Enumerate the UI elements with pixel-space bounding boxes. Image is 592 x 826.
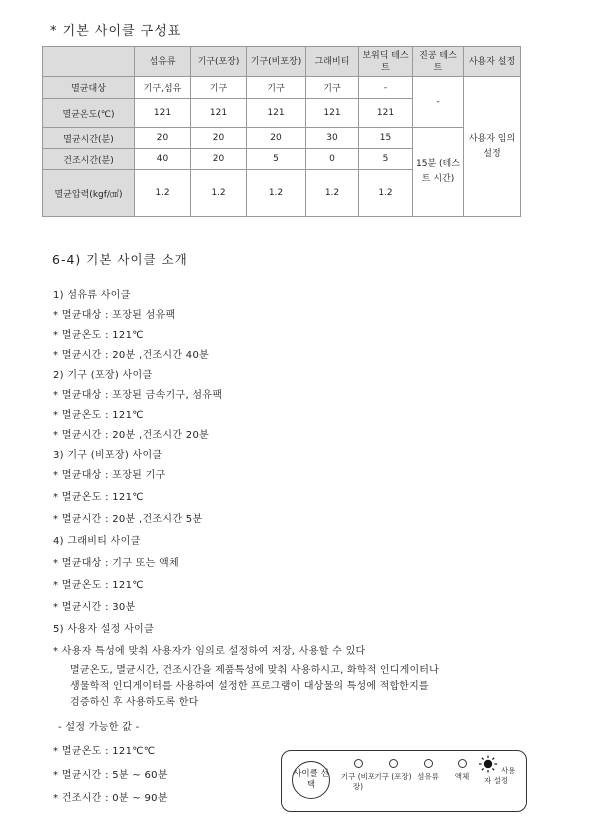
table-cell: 20 bbox=[191, 128, 247, 149]
indicator-label: 액체 bbox=[454, 772, 470, 781]
row-label: 멸균대상 bbox=[43, 77, 135, 99]
settable-line: * 멸균온도 : 121℃℃ bbox=[53, 746, 156, 757]
table-heading: * 기본 사이클 구성표 bbox=[50, 24, 182, 39]
indicator-label: 섬유류 bbox=[417, 772, 439, 781]
text-line: * 멸균온도 : 121℃ bbox=[53, 330, 144, 341]
text-line: * 사용자 특성에 맞춰 사용자가 임의로 설정하여 저장, 사용할 수 있다 bbox=[53, 646, 366, 657]
table-cell: 1.2 bbox=[191, 170, 247, 217]
table-cell: 기구 bbox=[191, 77, 247, 99]
table-cell: 기구,섬유 bbox=[135, 77, 191, 99]
header-cell: 보위딕 테스트 bbox=[359, 47, 413, 77]
indicator-label: 사용자 설정 bbox=[483, 766, 516, 785]
header-cell: 사용자 설정 bbox=[464, 47, 521, 77]
table-cell: 121 bbox=[191, 99, 247, 128]
control-panel bbox=[281, 750, 527, 812]
table-cell: 기구 bbox=[306, 77, 359, 99]
indicator-label: 기구 (포장) bbox=[374, 772, 412, 781]
section-heading: 6-4) 기본 사이클 소개 bbox=[52, 252, 188, 267]
paragraph-line: 멸균온도, 멸균시간, 건조시간을 제품특성에 맞춰 사용하시고, 화학적 인디게이터나 bbox=[70, 665, 440, 676]
vacuum-test-top: - bbox=[413, 77, 464, 128]
text-line: 1) 섬유류 사이클 bbox=[53, 290, 131, 301]
table-header-row bbox=[43, 47, 521, 77]
header-cell: 그래비티 bbox=[306, 47, 359, 77]
table-cell: 기구 bbox=[247, 77, 306, 99]
text-line: * 멸균시간 : 30분 bbox=[53, 602, 136, 613]
indicator-led-icon bbox=[354, 759, 363, 768]
table-cell: 121 bbox=[247, 99, 306, 128]
table-cell: 30 bbox=[306, 128, 359, 149]
indicator-lit-led-icon bbox=[477, 755, 499, 773]
user-setting-cell: 사용자 임의 설정 bbox=[464, 77, 521, 217]
user-setting-paragraph bbox=[70, 663, 540, 711]
row-label: 멸균압력(kgf/㎠) bbox=[43, 170, 135, 217]
indicator-user bbox=[474, 759, 518, 786]
settable-title: - 설정 가능한 값 - bbox=[58, 722, 140, 733]
table-cell: 121 bbox=[135, 99, 191, 128]
cycle-table bbox=[42, 46, 521, 217]
header-cell: 섬유류 bbox=[135, 47, 191, 77]
table-cell: 1.2 bbox=[135, 170, 191, 217]
table-cell: 5 bbox=[359, 149, 413, 170]
table-cell: 20 bbox=[191, 149, 247, 170]
text-line: * 멸균온도 : 121℃ bbox=[53, 410, 144, 421]
text-line: 5) 사용자 설정 사이클 bbox=[53, 624, 154, 635]
text-line: * 멸균시간 : 20분 ,건조시간 40분 bbox=[53, 350, 210, 361]
row-label: 멸균시간(분) bbox=[43, 128, 135, 149]
table-cell: 121 bbox=[359, 99, 413, 128]
paragraph-line: 생물학적 인디게이터를 사용하여 설정한 프로그램이 대상물의 특성에 적합한지를 bbox=[70, 681, 429, 692]
table-cell: - bbox=[359, 77, 413, 99]
indicator-label: 기구 (비포장) bbox=[340, 772, 376, 791]
cycle-select-button[interactable]: 사이클 선택 bbox=[292, 761, 330, 799]
header-cell bbox=[43, 47, 135, 77]
text-line: 2) 기구 (포장) 사이클 bbox=[53, 370, 153, 381]
text-line: * 멸균대상 : 기구 또는 액체 bbox=[53, 558, 179, 569]
table-cell: 1.2 bbox=[359, 170, 413, 217]
paragraph-line: 검증하신 후 사용하도록 한다 bbox=[70, 697, 199, 708]
text-line: 3) 기구 (비포장) 사이클 bbox=[53, 450, 163, 461]
text-line: * 멸균대상 : 포장된 기구 bbox=[53, 470, 166, 481]
row-label: 건조시간(분) bbox=[43, 149, 135, 170]
table-cell: 0 bbox=[306, 149, 359, 170]
table-cell: 40 bbox=[135, 149, 191, 170]
vacuum-test-bottom: 15분 (테스트 시간) bbox=[413, 128, 464, 217]
header-cell: 진공 테스트 bbox=[413, 47, 464, 77]
row-label: 멸균온도(℃) bbox=[43, 99, 135, 128]
table-cell: 15 bbox=[359, 128, 413, 149]
text-line: 4) 그래비티 사이클 bbox=[53, 536, 141, 547]
table-cell: 121 bbox=[306, 99, 359, 128]
text-line: * 멸균온도 : 121℃ bbox=[53, 492, 144, 503]
table-row bbox=[43, 77, 521, 99]
text-line: * 멸균시간 : 20분 ,건조시간 5분 bbox=[53, 514, 203, 525]
table-row bbox=[43, 128, 521, 149]
text-line: * 멸균시간 : 20분 ,건조시간 20분 bbox=[53, 430, 210, 441]
indicator-led-icon bbox=[389, 759, 398, 768]
text-line: * 멸균대상 : 포장된 금속기구, 섬유팩 bbox=[53, 390, 223, 401]
settable-line: * 건조시간 : 0분 ~ 90분 bbox=[53, 793, 168, 804]
indicator-led-icon bbox=[424, 759, 433, 768]
table-cell: 20 bbox=[135, 128, 191, 149]
text-line: * 멸균온도 : 121℃ bbox=[53, 580, 144, 591]
header-cell: 기구(포장) bbox=[191, 47, 247, 77]
settable-line: * 멸균시간 : 5분 ~ 60분 bbox=[53, 770, 168, 781]
table-cell: 5 bbox=[247, 149, 306, 170]
header-cell: 기구(비포장) bbox=[247, 47, 306, 77]
table-cell: 1.2 bbox=[247, 170, 306, 217]
table-cell: 20 bbox=[247, 128, 306, 149]
table-cell: 1.2 bbox=[306, 170, 359, 217]
text-line: * 멸균대상 : 포장된 섬유팩 bbox=[53, 310, 176, 321]
indicator-led-icon bbox=[458, 759, 467, 768]
